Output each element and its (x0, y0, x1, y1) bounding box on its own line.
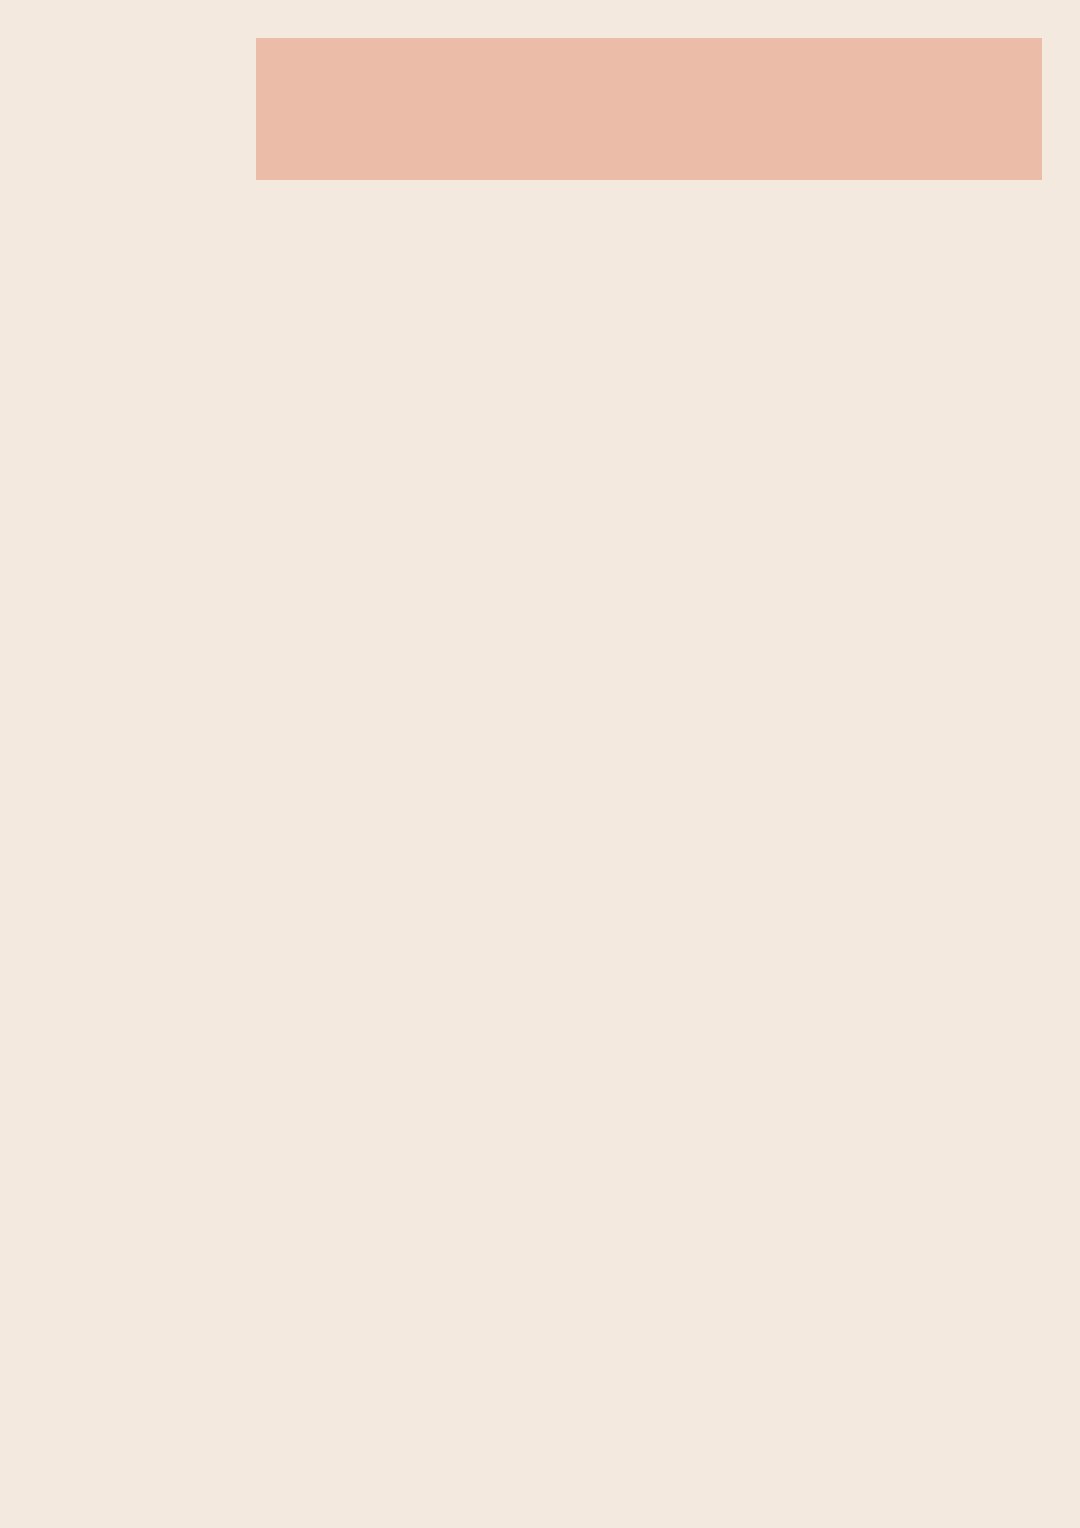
header-downtime (600, 58, 742, 182)
header-duration (433, 58, 597, 182)
header-genre (258, 58, 430, 182)
header-wrinkle-depth (745, 58, 891, 182)
header-immediacy (893, 58, 1035, 182)
